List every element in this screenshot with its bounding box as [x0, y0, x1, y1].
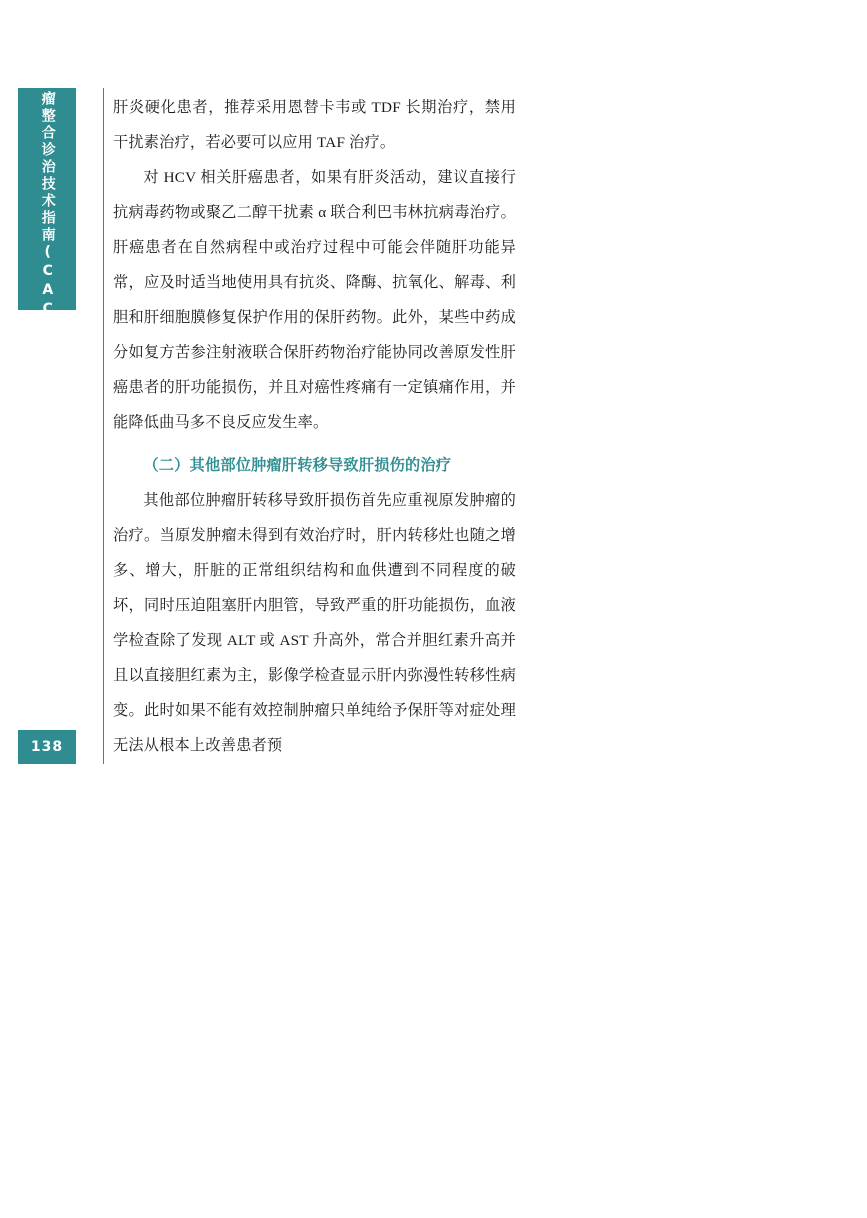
- series-title-tab: [18, 40, 76, 358]
- body-text-column: [113, 90, 516, 763]
- paragraph-liver-metastasis: 其他部位肿瘤肝转移导致肝损伤首先应重视原发肿瘤的治疗。当原发肿瘤未得到有效治疗时，肝内转移灶也随之增多、增大，肝脏的正常组织结构和血供遭到不同程度的破坏，同时压迫阻塞肝内胆管，导致严重的肝功能损伤，血液学检查除了发现 ALT 或 AST 升高外，常合并胆红素升高并且以直接胆红素为主，影像学检查显示肝内弥漫性转移性病变。此时如果不能有效控制肿瘤只单纯给予保肝等对症处理无法从根本上改善患者预: [113, 492, 516, 754]
- page-number-badge: [18, 730, 76, 764]
- paragraph-continued: 肝炎硬化患者，推荐采用恩替卡韦或 TDF 长期治疗，禁用干扰素治疗，若必要可以应用 TAF 治疗。: [113, 99, 516, 151]
- column-divider: [103, 88, 104, 764]
- section-subheading: （二）其他部位肿瘤肝转移导致肝损伤的治疗: [143, 456, 452, 474]
- series-title-text: 中国肿瘤整合诊治技术指南(CACA): [39, 40, 56, 358]
- page-number-text: 138: [30, 739, 64, 755]
- paragraph-hcv: 对 HCV 相关肝癌患者，如果有肝炎活动，建议直接行抗病毒药物或聚乙二醇干扰素 α 联合利巴韦林抗病毒治疗。肝癌患者在自然病程中或治疗过程中可能会伴随肝功能异常，应及时适当地使用具有抗炎、降酶、抗氧化、解毒、利胆和肝细胞膜修复保护作用的保肝药物。此外，某些中药成分如复方苦参注射液联合保肝药物治疗能协同改善原发性肝癌患者的肝功能损伤，并且对癌性疼痛有一定镇痛作用，并能降低曲马多不良反应发生率。: [113, 169, 516, 431]
